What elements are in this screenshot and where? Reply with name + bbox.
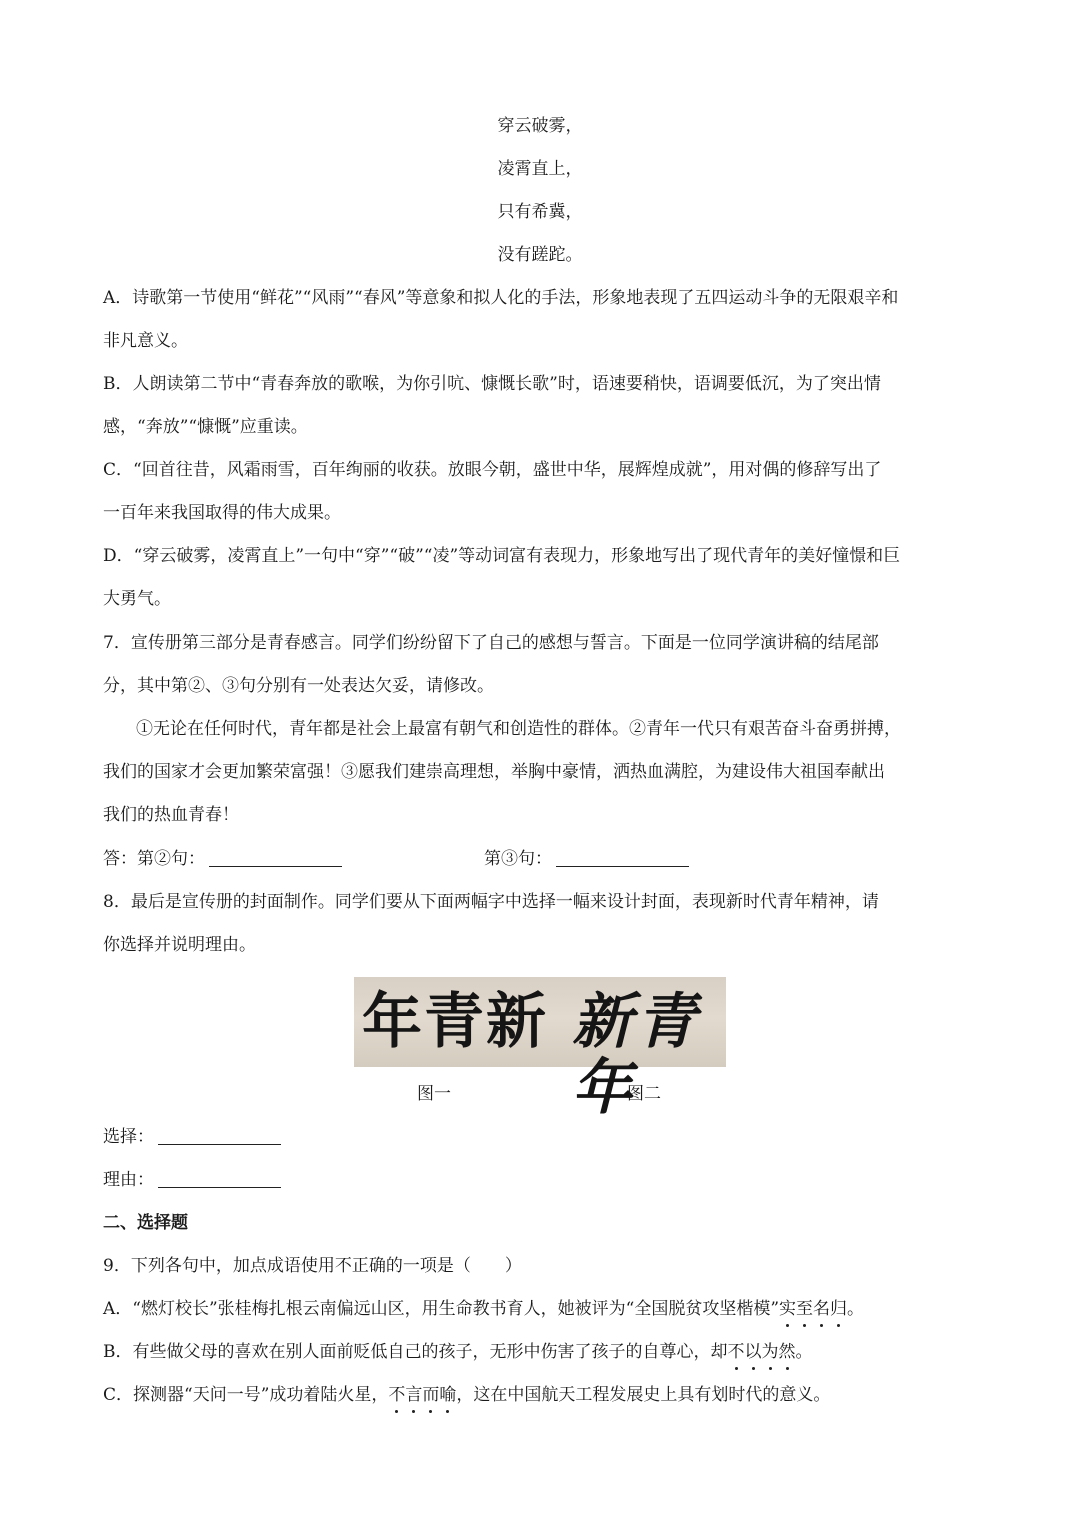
q8-stem-line-2: 你选择并说明理由。 xyxy=(103,935,256,955)
choice-row xyxy=(103,1124,281,1150)
q9-stem: 9．下列各句中，加点成语使用不正确的一项是（ ） xyxy=(103,1256,522,1276)
option-c-line-1: C．“回首往昔，风霜雨雪，百年绚丽的收获。放眼今朝，盛世中华，展辉煌成就”，用对偶的修辞写出了 xyxy=(103,460,882,480)
dotted-char: 然 xyxy=(779,1339,796,1365)
choice-blank[interactable] xyxy=(158,1126,281,1145)
poem-line-3: 只有希冀， xyxy=(497,202,583,222)
dotted-char: 不 xyxy=(728,1339,745,1365)
option-b-line-2: 感，“奔放”“慷慨”应重读。 xyxy=(103,417,308,437)
poem-line-4: 没有蹉跎。 xyxy=(497,245,583,265)
q9-option-b-end: 。 xyxy=(795,1342,813,1362)
option-a-line-2: 非凡意义。 xyxy=(103,331,188,351)
dotted-char: 名 xyxy=(813,1296,830,1322)
q7-passage-line-3: 我们的热血青春！ xyxy=(103,805,239,825)
q9-option-c-text: C．探测器“天问一号”成功着陆火星， xyxy=(103,1385,389,1405)
option-d-line-2: 大勇气。 xyxy=(103,589,171,609)
q7-stem-line-1: 7．宣传册第三部分是青春感言。同学们纷纷留下了自己的感想与誓言。下面是一位同学演讲稿的结尾部 xyxy=(103,633,879,653)
q7-stem-line-2: 分，其中第②、③句分别有一处表达欠妥，请修改。 xyxy=(103,676,494,696)
q7-passage-line-1: ①无论在任何时代，青年都是社会上最富有朝气和创造性的群体。②青年一代只有艰苦奋斗奋勇拼搏， xyxy=(136,719,901,739)
option-c-line-2: 一百年来我国取得的伟大成果。 xyxy=(103,503,341,523)
q7-answer-row-2 xyxy=(484,846,689,872)
q9-option-a-end: 。 xyxy=(847,1299,865,1319)
calligraphy-figure-1: 年青新 xyxy=(362,987,548,1057)
dotted-char: 至 xyxy=(796,1296,813,1322)
option-b-line-1: B．人朗读第二节中“青春奔放的歌喉，为你引吭、慷慨长歌”时，语速要稍快，语调要低沉，为了突出情 xyxy=(103,374,881,394)
dotted-char: 言 xyxy=(405,1382,422,1408)
q9-option-c-end: ，这在中国航天工程发展史上具有划时代的意义。 xyxy=(456,1385,831,1405)
dotted-char: 以 xyxy=(745,1339,762,1365)
dotted-char: 不 xyxy=(388,1382,405,1408)
choice-label: 选择： xyxy=(103,1127,154,1147)
answer-label-sentence-2: 答：第②句： xyxy=(103,849,205,869)
reason-blank[interactable] xyxy=(158,1169,281,1188)
option-a-line-1: A．诗歌第一节使用“鲜花”“风雨”“春风”等意象和拟人化的手法，形象地表现了五四运动斗争的无限艰辛和 xyxy=(103,288,899,308)
dotted-char: 归 xyxy=(830,1296,847,1322)
dotted-char: 喻 xyxy=(439,1382,456,1408)
q9-option-a-text: A．“燃灯校长”张桂梅扎根云南偏远山区，用生命教书育人，她被评为“全国脱贫攻坚楷模” xyxy=(103,1299,780,1319)
answer-blank-sentence-3[interactable] xyxy=(556,848,689,867)
reason-row xyxy=(103,1167,281,1193)
q8-stem-line-1: 8．最后是宣传册的封面制作。同学们要从下面两幅字中选择一幅来设计封面，表现新时代青年精神，请 xyxy=(103,892,879,912)
option-d-line-1: D．“穿云破雾，凌霄直上”一句中“穿”“破”“凌”等动词富有表现力，形象地写出了现代青年的美好憧憬和巨 xyxy=(103,546,901,566)
q9-option-b-text: B．有些做父母的喜欢在别人面前贬低自己的孩子，无形中伤害了孩子的自尊心，却 xyxy=(103,1342,728,1362)
calligraphy-figure-2: 新青年 xyxy=(572,987,700,1123)
q9-option-c xyxy=(103,1382,830,1408)
answer-label-sentence-3: 第③句： xyxy=(484,849,552,869)
dotted-char: 为 xyxy=(762,1339,779,1365)
q7-answer-row xyxy=(103,846,342,872)
poem-line-1: 穿云破雾， xyxy=(497,116,583,136)
section-heading: 二、选择题 xyxy=(103,1213,188,1233)
poem-line-2: 凌霄直上， xyxy=(497,159,583,179)
reason-label: 理由： xyxy=(103,1170,154,1190)
q9-option-a xyxy=(103,1296,864,1322)
answer-blank-sentence-2[interactable] xyxy=(209,848,342,867)
figure-2-caption: 图二 xyxy=(627,1084,661,1104)
figure-1-caption: 图一 xyxy=(417,1084,451,1104)
q9-option-b xyxy=(103,1339,813,1365)
dotted-char: 实 xyxy=(779,1296,796,1322)
q7-passage-line-2: 我们的国家才会更加繁荣富强！③愿我们建崇高理想，举胸中豪情，洒热血满腔，为建设伟大祖国奉献出 xyxy=(103,762,885,782)
dotted-char: 而 xyxy=(422,1382,439,1408)
